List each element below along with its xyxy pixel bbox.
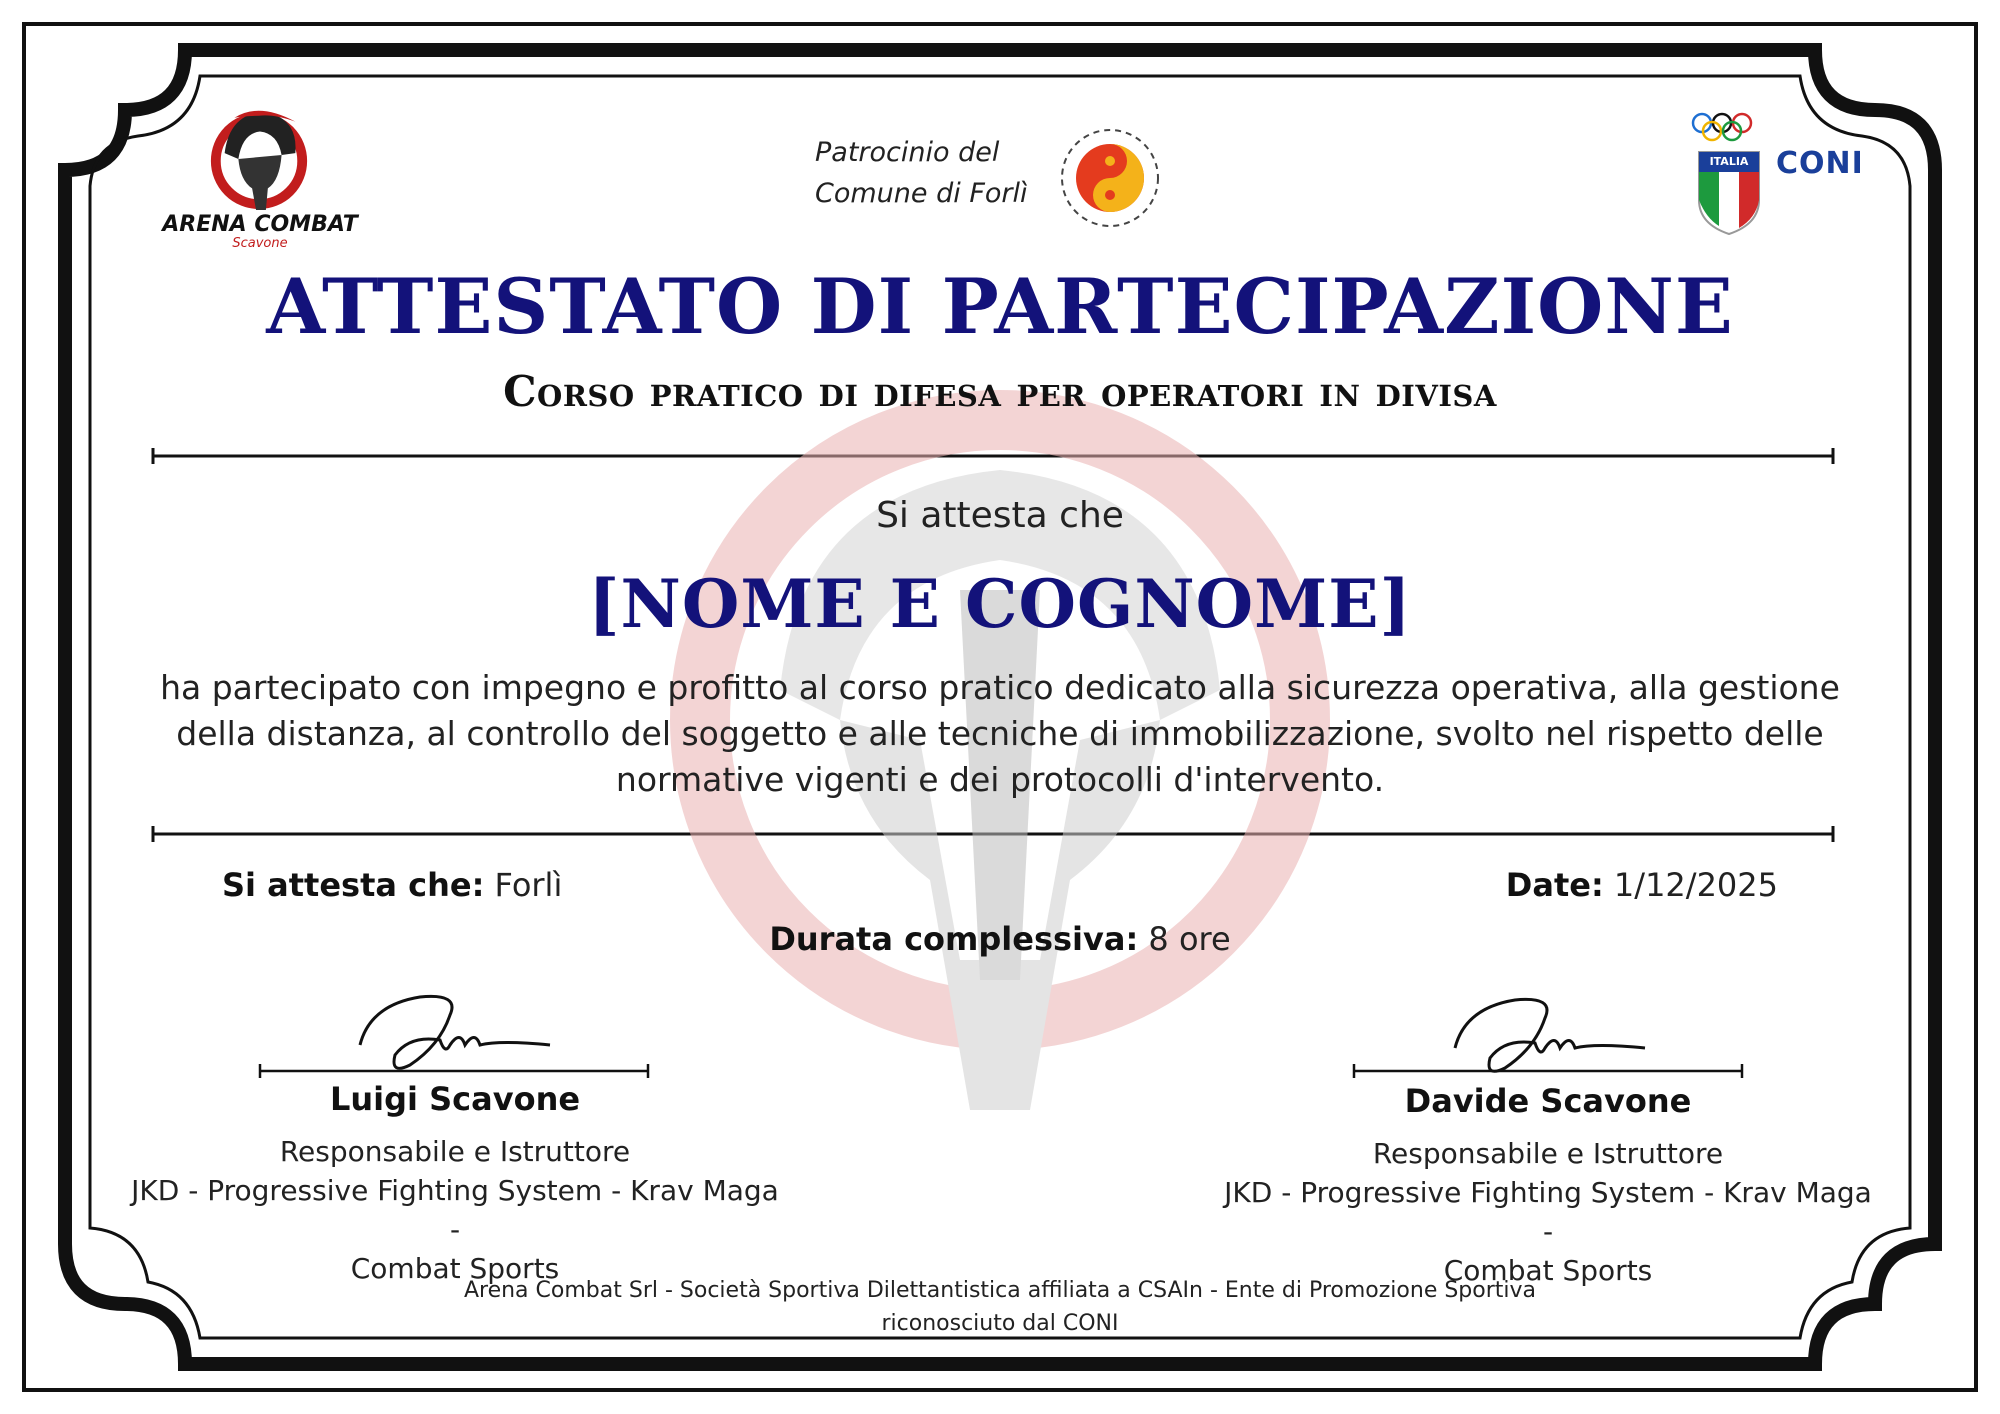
yin-yang-emblem-icon	[1050, 118, 1170, 238]
certificate-title: ATTESTATO DI PARTECIPAZIONE	[266, 262, 1734, 351]
recipient-name: [NOME E COGNOME]	[588, 565, 1412, 643]
coni-wordmark: CONI	[1776, 146, 1864, 181]
date-label: Date:	[1505, 866, 1604, 904]
signature-block-left	[130, 1080, 780, 1288]
signatory-name: Luigi Scavone	[329, 1080, 581, 1118]
signatory-name: Davide Scavone	[1404, 1082, 1692, 1120]
patronage-line1: Patrocinio del	[815, 137, 1000, 168]
place-field	[222, 866, 562, 904]
signatory-discipline-line2: Combat Sports	[1443, 1254, 1653, 1287]
certificate-subtitle: Corso pratico di difesa per operatori in divisa	[503, 367, 1497, 416]
place-label: Si attesta che:	[222, 866, 485, 904]
arena-combat-logo-icon	[205, 104, 313, 212]
certificate-description: ha partecipato con impegno e profitto al corso pratico dedicato alla sicurezza operativa, alla gestione della distanza, al controllo del soggetto e alle tecniche di immobilizzazione, svolto nel rispetto delle normative vigenti e dei protocolli d'intervento.	[160, 668, 1840, 799]
footer-line2: riconosciuto dal CONI	[881, 1311, 1119, 1336]
patronage-text	[815, 132, 1027, 214]
signature-left-icon	[350, 985, 560, 1075]
signatory-role: Responsabile e Istruttore	[1372, 1137, 1724, 1170]
duration-label: Durata complessiva:	[769, 920, 1139, 958]
signature-right-icon	[1445, 988, 1655, 1078]
patronage-line2: Comune di Forlì	[815, 178, 1028, 209]
signature-block-right	[1223, 1082, 1873, 1290]
place-value: Forlì	[494, 866, 563, 904]
footer-text	[0, 1274, 2000, 1340]
arena-combat-wordmark: ARENA COMBAT	[162, 212, 358, 237]
signatory-role: Responsabile e Istruttore	[279, 1135, 631, 1168]
duration-value: 8 ore	[1148, 920, 1231, 958]
signatory-discipline-line1: JKD - Progressive Fighting System - Krav Maga -	[131, 1174, 779, 1246]
date-field	[1506, 866, 1778, 904]
olympic-rings-icon	[1690, 112, 1770, 142]
arena-combat-subtext: Scavone	[232, 236, 288, 251]
italia-badge: ITALIA	[1709, 155, 1749, 168]
signatory-discipline-line1: JKD - Progressive Fighting System - Krav Maga -	[1224, 1176, 1872, 1248]
duration-field	[0, 920, 2000, 958]
signatory-discipline-line2: Combat Sports	[350, 1252, 560, 1285]
footer-line1: Arena Combat Srl - Società Sportiva Dilettantistica affiliata a CSAIn - Ente di Promozione Sportiva	[463, 1278, 1537, 1303]
date-value: 1/12/2025	[1613, 866, 1778, 904]
certificate-intro: Si attesta che	[876, 495, 1124, 536]
